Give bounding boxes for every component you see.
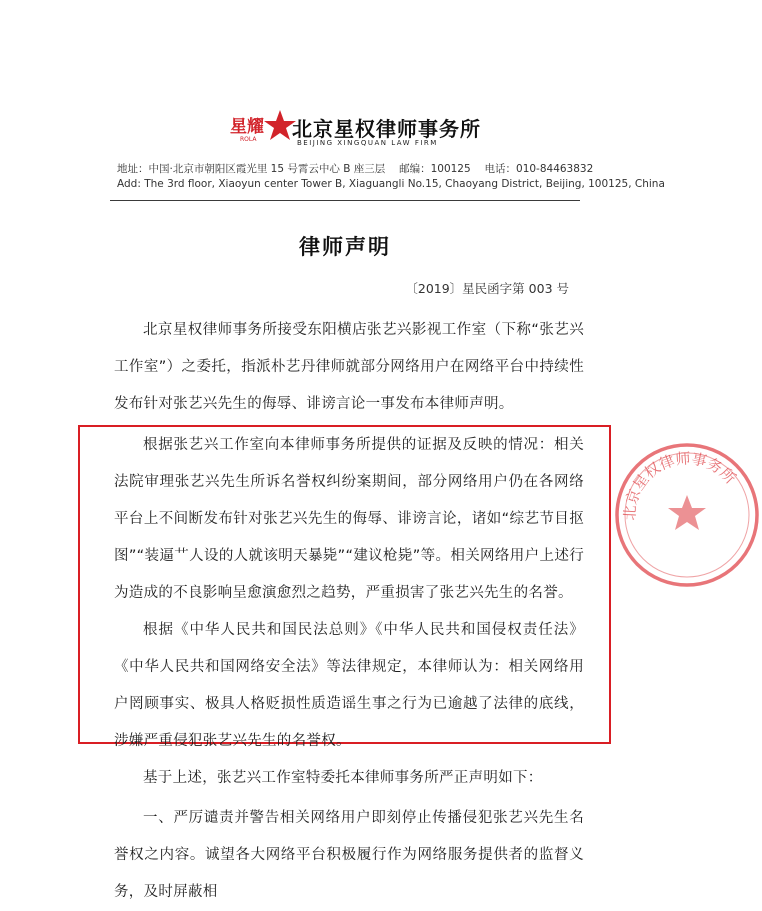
firm-name-en: BEIJING XINGQUAN LAW FIRM [297,139,438,147]
document-number: 〔2019〕星民函字第 003 号 [405,281,569,296]
letterhead-divider [110,200,580,201]
address-cn: 地址：中国·北京市朝阳区霞光里 15 号霄云中心 B 座三层 邮编：100125 电话：010-84463832 [117,163,594,175]
address-en: Add: The 3rd floor, Xiaoyun center Tower B, Xiaguangli No.15, Chaoyang District, Beijing, 100125, China [117,178,665,190]
law-firm-seal [612,440,762,590]
paragraph-legal-basis: 根据《中华人民共和国民法总则》《中华人民共和国侵权责任法》《中华人民共和国网络安全法》等法律规定，本律师认为：相关网络用户罔顾事实、极具人格贬损性质造谣生事之行为已逾越了法律的底线，涉嫌严重侵犯张艺兴先生的名誉权。 [114,622,584,749]
firm-logo [228,108,298,144]
paragraph-item-1: 一、严厉谴责并警告相关网络用户即刻停止传播侵犯张艺兴先生名誉权之内容。诚望各大网络平台积极履行作为网络服务提供者的监督义务，及时屏蔽相 [114,810,584,900]
paragraph-evidence: 根据张艺兴工作室向本律师事务所提供的证据及反映的情况：相关法院审理张艺兴先生所诉名誉权纠纷案期间，部分网络用户仍在各网络平台上不间断发布针对张艺兴先生的侮辱、诽谤言论，诸如“综艺节目抠图”“装逼艹人设的人就该明天暴毙”“建议枪毙”等。相关网络用户上述行为造成的不良影响呈愈演愈烈之趋势，严重损害了张艺兴先生的名誉。 [114,437,584,601]
logo-text: 星耀 [230,117,264,137]
logo-subtext: ROLA [240,136,257,143]
svg-text:北京星权律师事务所: 北京星权律师事务所 [620,449,740,521]
firm-name-cn: 北京星权律师事务所 [292,117,481,141]
paragraph-declaration-lead: 基于上述，张艺兴工作室特委托本律师事务所严正声明如下： [143,770,543,786]
paragraph-intro: 北京星权律师事务所接受东阳横店张艺兴影视工作室（下称“张艺兴工作室”）之委托，指派朴艺丹律师就部分网络用户在网络平台中持续性发布针对张艺兴先生的侮辱、诽谤言论一事发布本律师声明。 [114,322,584,412]
document-title: 律师声明 [299,235,391,259]
